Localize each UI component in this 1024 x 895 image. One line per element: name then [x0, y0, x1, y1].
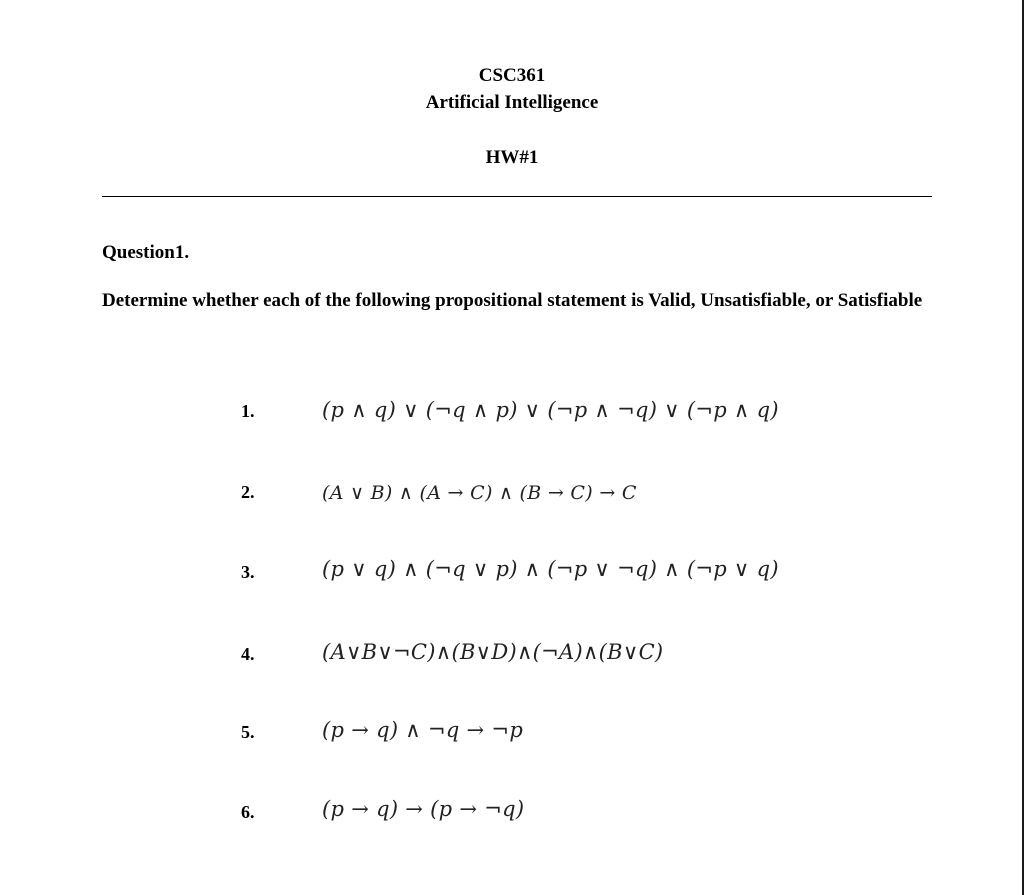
item-number-2: 2.	[241, 482, 255, 502]
formula-5: (p → q) ∧ ¬q → ¬p	[322, 718, 524, 742]
formula-4: (A∨B∨¬C)∧(B∨D)∧(¬A)∧(B∨C)	[322, 640, 664, 664]
assignment-title: HW#1	[485, 147, 539, 168]
item-number-1: 1.	[241, 401, 255, 421]
question-heading: Question1.	[102, 242, 190, 263]
formula-6: (p → q) → (p → ¬q)	[322, 797, 525, 821]
item-number-4: 4.	[241, 644, 255, 664]
horizontal-divider	[102, 196, 932, 197]
formula-2: (A ∨ B) ∧ (A → C) ∧ (B → C) → C	[322, 482, 637, 504]
course-name: Artificial Intelligence	[425, 92, 599, 113]
item-number-3: 3.	[241, 562, 255, 582]
course-code: CSC361	[478, 65, 546, 86]
item-number-5: 5.	[241, 722, 255, 742]
question-instruction: Determine whether each of the following propositional statement is Valid, Unsatisfiable, or Satisfiable	[102, 290, 923, 311]
item-number-6: 6.	[241, 802, 255, 822]
formula-1: (p ∧ q) ∨ (¬q ∧ p) ∨ (¬p ∧ ¬q) ∨ (¬p ∧ q)	[322, 398, 779, 422]
formula-3: (p ∨ q) ∧ (¬q ∨ p) ∧ (¬p ∨ ¬q) ∧ (¬p ∨ q)	[322, 557, 779, 581]
